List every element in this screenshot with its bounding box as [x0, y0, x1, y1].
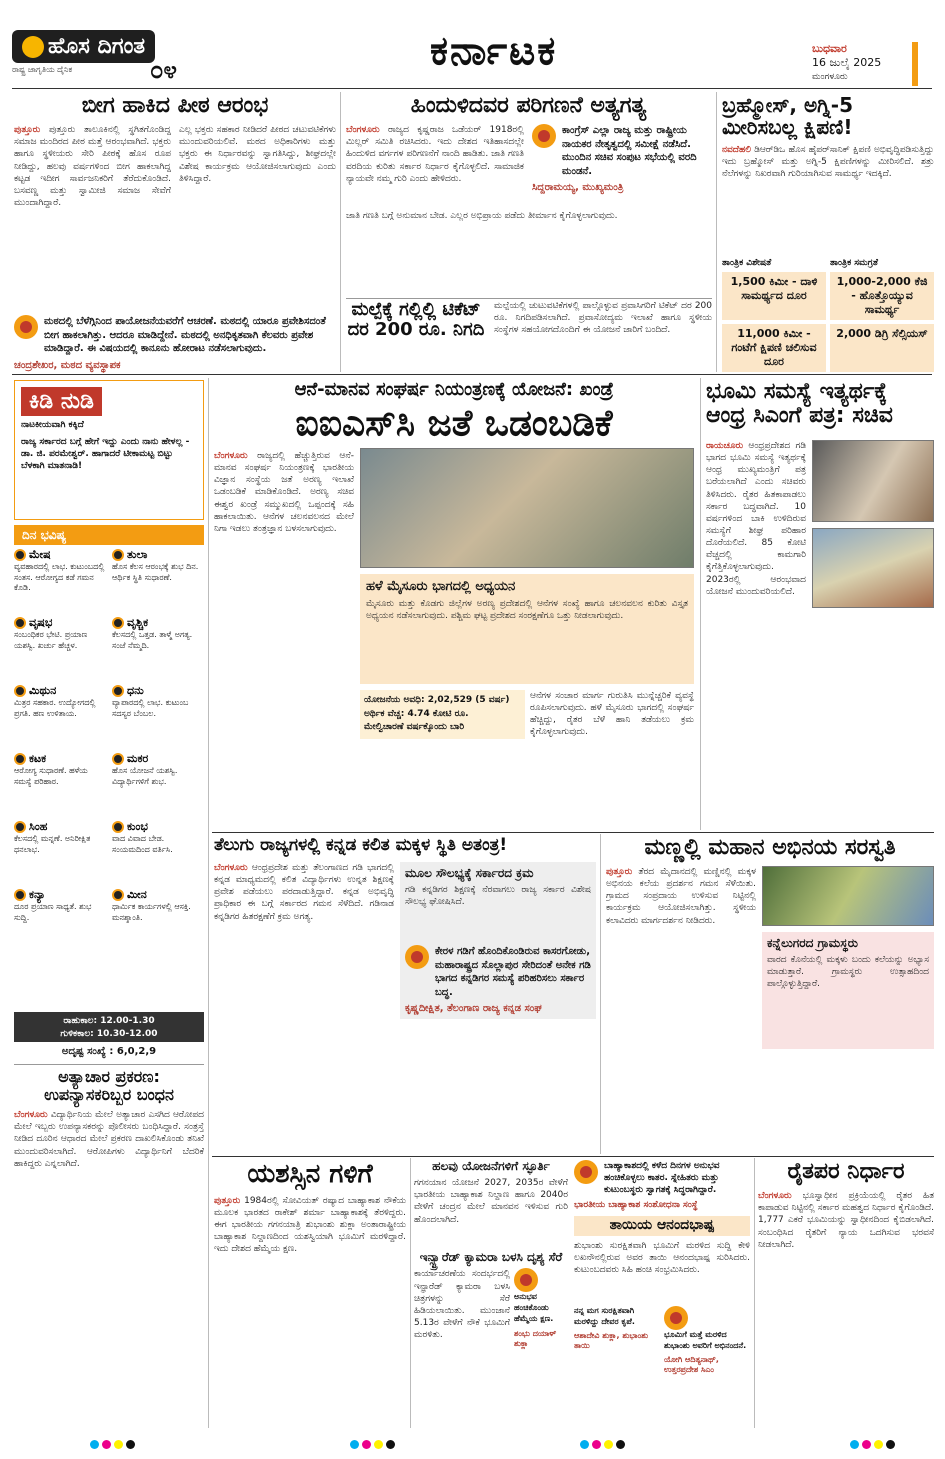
infobox-body: ಮೈಸೂರು ಮತ್ತು ಕೊಡಗು ಜಿಲ್ಲೆಗಳ ಅರಣ್ಯ ಪ್ರದೇಶದಲ್ಲಿ ಆನೆಗಳ ಸಂಖ್ಯೆ ಹಾಗೂ ಚಲನವಲನ ಕುರಿತು ವಿಸ್ತೃತ ಅಧ್ಯಯನ ನಡೆಸಲಾಗುವುದು. ಪಶ್ಚಿಮ ಘಟ್ಟ ಪ್ರದೇಶದ ಸಂರಕ್ಷಣೆಗೂ ಒತ್ತು ನೀಡಲಾಗುವುದು.: [366, 599, 688, 622]
dateline: ಬೆಂಗಳೂರು: [758, 1191, 792, 1202]
story-missions: [414, 1160, 568, 1418]
minister-photo: [812, 440, 934, 522]
headline: ಬೀಗ ಹಾಕಿದ ಪೀಠ ಆರಂಭ: [81, 93, 269, 118]
registration-dot: [374, 1440, 383, 1449]
kidi-nudi-box: [14, 380, 204, 520]
meeting-photo: [812, 528, 934, 608]
horoscope-sign: ಕುಂಭ ವಾದ ವಿವಾದ ಬೇಡ. ಸಂಯಮದಿಂದ ವರ್ತಿಸಿ.: [112, 820, 173, 854]
body: ಬೆಂಗಳೂರು ಭೂಸ್ವಾಧೀನ ಪ್ರಕ್ರಿಯೆಯಲ್ಲಿ ರೈತರ ಹಿತ ಕಾಪಾಡುವ ನಿಟ್ಟಿನಲ್ಲಿ ಸರ್ಕಾರ ಮಹತ್ವದ ನಿರ್ಧಾರ ಕೈಗೊಂಡಿದೆ. 1,777 ಎಕರೆ ಭೂಮಿಯನ್ನು ಸ್ವಾಧೀನದಿಂದ ಕೈಬಿಡಲಾಗಿದೆ. ಸಂಬಂಧಿಸಿದ ರೈತರಿಗೆ ನ್ಯಾಯ ಒದಗಿಸುವ ಭರವಸೆ ನೀಡಲಾಗಿದೆ.: [758, 1191, 934, 1250]
headline: ಹಿಂದುಳಿದವರ ಪರಿಗಣನೆ ಅತ್ಯಗತ್ಯ: [410, 93, 647, 118]
quote-text: ನನ್ನ ಮಗ ಸುರಕ್ಷಿತವಾಗಿ ಮರಳಿದ್ದು ದೇವರ ಕೃಪೆ.: [574, 1305, 635, 1326]
story-telugu: [214, 836, 596, 855]
headline: ತಾಯಿಯ ಆನಂದಭಾಷ್ಪ: [574, 1216, 750, 1235]
body-col-1: ಬೆಂಗಳೂರು ರಾಜ್ಯದ ಕೃಷ್ಣರಾಜ ಒಡೆಯರ್ 1918ರಲ್ಲಿ ಮಿಲ್ಲರ್ ಸಮಿತಿ ರಚಿಸಿದರು. ಇದು ದೇಶದ ಇತಿಹಾಸದಲ್ಲೇ ಹಿಂದುಳಿದ ವರ್ಗಗಳ ಪರಿಗಣನೆಗೆ ನಾಂದಿ ಹಾಡಿತು. ಜಾತಿ ಗಣತಿ ವರದಿಯ ಕುರಿತು ಸರ್ಕಾರ ನಿರ್ಧಾರ ಕೈಗೊಳ್ಳಲಿದೆ. ಸಾಮಾಜಿಕ ನ್ಯಾಯವೇ ನಮ್ಮ ಗುರಿ ಎಂದು ಹೇಳಿದರು.: [346, 125, 524, 184]
row-rule: [12, 374, 932, 375]
emblem-icon: [22, 36, 44, 58]
registration-dot: [126, 1440, 135, 1449]
quote-icon: [405, 945, 429, 969]
day-label: ಬುಧವಾರ: [812, 42, 847, 55]
pull-quote: [574, 1160, 750, 1196]
body: ಪುತ್ತೂರು 1984ರಲ್ಲಿ ಸೋವಿಯತ್ ರಷ್ಯಾದ ಬಾಹ್ಯಾಕಾಶ ನೌಕೆಯ ಮೂಲಕ ಭಾರತದ ರಾಕೇಶ್ ಶರ್ಮಾ ಬಾಹ್ಯಾಕಾಶಕ್ಕೆ ತೆರಳಿದ್ದರು. ಈಗ ಭಾರತೀಯ ಗಗನಯಾತ್ರಿ ಶುಭಾಂಶು ಶುಕ್ಲಾ ಅಂತಾರಾಷ್ಟ್ರೀಯ ಬಾಹ್ಯಾಕಾಶ ನಿಲ್ದಾಣದಿಂದ ಯಶಸ್ವಿಯಾಗಿ ಭೂಮಿಗೆ ಮರಳಿದ್ದಾರೆ. ಇದು ದೇಶದ ಹೆಮ್ಮೆಯ ಕ್ಷಣ.: [214, 1195, 406, 1255]
horoscope-sign: ಧನು ವ್ಯಾಪಾರದಲ್ಲಿ ಲಾಭ. ಕುಟುಂಬ ಸದಸ್ಯರ ಬೆಂಬಲ.: [112, 684, 189, 718]
row-rule: [212, 832, 934, 833]
horoscope-sign: ವೃಶ್ಚಿಕ ಕೆಲಸದಲ್ಲಿ ಒತ್ತಡ. ತಾಳ್ಮೆ ಅಗತ್ಯ. ಸಂಜೆ ನೆಮ್ಮದಿ.: [112, 616, 193, 650]
zodiac-icon: [112, 821, 124, 833]
divider: [700, 378, 701, 830]
clay-photo: [762, 866, 934, 926]
horoscope-sign: ತುಲಾ ಹೊಸ ಕೆಲಸ ಆರಂಭಕ್ಕೆ ಶುಭ ದಿನ. ಆರ್ಥಿಕ ಸ್ಥಿತಿ ಸುಧಾರಣೆ.: [112, 548, 199, 582]
horoscope-sign: ಕನ್ಯಾ ದೂರ ಪ್ರಯಾಣ ಸಾಧ್ಯತೆ. ಶುಭ ಸುದ್ದಿ.: [14, 888, 92, 922]
registration-dot: [102, 1440, 111, 1449]
story-success: [214, 1160, 406, 1435]
registration-dot: [386, 1440, 395, 1449]
elephant-infobox: [360, 574, 694, 684]
zodiac-icon: [14, 685, 26, 697]
mother-quote: [574, 1306, 660, 1376]
divider: [716, 92, 717, 372]
land-body: ರಾಯಚೂರು ಆಂಧ್ರಪ್ರದೇಶದ ಗಡಿ ಭಾಗದ ಭೂಮಿ ಸಮಸ್ಯೆ ಇತ್ಯರ್ಥಕ್ಕೆ ಆಂಧ್ರ ಮುಖ್ಯಮಂತ್ರಿಗೆ ಪತ್ರ ಬರೆಯಲಾಗಿದೆ ಎಂದು ಸಚಿವರು ತಿಳಿಸಿದರು. ರೈತರ ಹಿತಕಾಪಾಡಲು ಸರ್ಕಾರ ಬದ್ಧವಾಗಿದೆ. 10 ವರ್ಷಗಳಿಂದ ಬಾಕಿ ಉಳಿದಿರುವ ಸಮಸ್ಯೆಗೆ ಶೀಘ್ರ ಪರಿಹಾರ ದೊರೆಯಲಿದೆ. 85 ಕೋಟಿ ವೆಚ್ಚದಲ್ಲಿ ಕಾಮಗಾರಿ ಕೈಗೆತ್ತಿಕೊಳ್ಳಲಾಗುವುದು. 2023ರಲ್ಲಿ ಆರಂಭವಾದ ಯೋಜನೆ ಮುಂದುವರಿಯಲಿದೆ.: [706, 441, 806, 597]
quote-text: ಕಾಂಗ್ರೆಸ್ ಎಲ್ಲಾ ರಾಜ್ಯ ಮತ್ತು ರಾಷ್ಟ್ರೀಯ ನಾಯಕರ ನೇತೃತ್ವದಲ್ಲಿ ಸಮೀಕ್ಷೆ ನಡೆಸಿದೆ. ಮುಂದಿನ ಸಚಿವ ಸಂಪುಟ ಸಭೆಯಲ್ಲಿ ವರದಿ ಮಂಡನೆ.: [562, 125, 697, 177]
quote-attribution: ಚಂದ್ರಶೇಖರ, ಮಠದ ವ್ಯವಸ್ಥಾಪಕ: [14, 359, 121, 371]
quote-text: ಕೇರಳ ಗಡಿಗೆ ಹೊಂದಿಕೊಂಡಿರುವ ಕಾಸರಗೋಡು, ಮಹಾರಾಷ್ಟ್ರದ ಸೊಲ್ಲಾಪುರ ಸೇರಿದಂತೆ ಅನೇಕ ಗಡಿ ಭಾಗದ ಕನ್ನಡಿಗರ ಸಮಸ್ಯೆ ಪರಿಹರಿಸಲು ಸರ್ಕಾರ ಬದ್ಧ.: [435, 946, 591, 998]
infobox-body: ಗಡಿ ಕನ್ನಡಿಗರ ಶಿಕ್ಷಣಕ್ಕೆ ನೆರವಾಗಲು ರಾಜ್ಯ ಸರ್ಕಾರ ವಿಶೇಷ ಸೌಲಭ್ಯ ಘೋಷಿಸಿದೆ.: [405, 885, 591, 908]
pull-quote: [532, 124, 710, 204]
horoscope-sign: ಮೇಷ ವ್ಯವಹಾರದಲ್ಲಿ ಲಾಭ. ಕುಟುಂಬದಲ್ಲಿ ಸಂತಸ. ಆರೋಗ್ಯದ ಕಡೆ ಗಮನ ಕೊಡಿ.: [14, 548, 105, 593]
horoscope-sign: ವೃಷಭ ಸಂಬಂಧಿಕರ ಭೇಟಿ. ಪ್ರಯಾಣ ಯಶಸ್ವಿ. ಖರ್ಚು ಹೆಚ್ಚಳ.: [14, 616, 88, 650]
pull-quote: [514, 1268, 568, 1418]
stat-speed: 11,000 ಕಿಮೀ - ಗಂಟೆಗೆ ಕ್ಷಿಪಣಿ ಚಲಿಸುವ ದೂರ: [722, 324, 826, 372]
quote-attribution: ಭಾರತೀಯ ಬಾಹ್ಯಾಕಾಶ ಸಂಶೋಧನಾ ಸಂಸ್ಥೆ: [574, 1200, 698, 1211]
headline: ಮಲ್ಪೆಕ್ಕೆ ಗಲ್ಲಿಲ್ಲಿ ಟಿಕೆಟ್ ದರ 200 ರೂ. ನಿಗದಿ: [347, 299, 485, 340]
registration-dot: [616, 1440, 625, 1449]
story-mother: [574, 1160, 750, 1375]
divider: [410, 1158, 411, 1428]
registration-dot: [886, 1440, 895, 1449]
body-continued: ಜಾತಿ ಗಣತಿ ಬಗ್ಗೆ ಅನುಮಾನ ಬೇಡ. ಎಲ್ಲರ ಅಭಿಪ್ರಾಯ ಪಡೆದು ತೀರ್ಮಾನ ಕೈಗೊಳ್ಳಲಾಗುವುದು.: [346, 211, 618, 222]
headline: ಬ್ರಹ್ಮೋಸ್, ಅಗ್ನಿ-5 ಮೀರಿಸಬಲ್ಲ ಕ್ಷಿಪಣಿ!: [722, 93, 854, 139]
mou-signing-photo: [360, 448, 694, 568]
dateline: ಬೆಂಗಳೂರು: [14, 1110, 48, 1121]
dateline: ಬೆಂಗಳೂರು: [214, 451, 248, 461]
body-col-1: ಪುತ್ತೂರು ಪುತ್ತೂರು ತಾಲೂಕಿನಲ್ಲಿ ಸ್ಥಗಿತಗೊಂಡಿದ್ದ ಸಮಾಜ ಮಂದಿರದ ಪೀಠ ಮತ್ತೆ ಆರಂಭವಾಗಿದೆ. ಭಕ್ತರು ಹಾಗೂ ಸ್ಥಳೀಯರು ಸೇರಿ ಪೀಠಕ್ಕೆ ಹೊಸ ರೂಪ ನೀಡಿದ್ದು, ಹಲವು ವರ್ಷಗಳಿಂದ ಬೀಗ ಹಾಕಲಾಗಿದ್ದ ಕಟ್ಟಡ ಇದೀಗ ಸಾರ್ವಜನಿಕರಿಗೆ ತೆರೆದುಕೊಂಡಿದೆ. ಬಸವಣ್ಣ ಮತ್ತು ಸ್ವಾಮೀಜಿ ಸಮಾಜ ಸೇವೆಗೆ ಮುಂದಾಗಿದ್ದಾರೆ.: [14, 125, 171, 209]
quote-attribution: ಸಿದ್ದರಾಮಯ್ಯ, ಮುಖ್ಯಮಂತ್ರಿ: [532, 182, 624, 194]
stats-header: ತಾಂತ್ರಿಕ ವಿಶೇಷತೆ ತಾಂತ್ರಿಕ ಸಮಗ್ರತೆ: [722, 258, 878, 268]
dateline: ಬೆಂಗಳೂರು: [346, 125, 380, 136]
telugu-infobox: [400, 862, 596, 945]
stat-temperature: 2,000 ಡಿಗ್ರಿ ಸೆಲ್ಸಿಯಸ್: [830, 324, 934, 372]
zodiac-icon: [14, 549, 26, 561]
quote-attribution: ಯೋಗಿ ಆದಿತ್ಯನಾಥ್, ಉತ್ತರಪ್ರದೇಶ ಸಿಎಂ: [664, 1355, 719, 1375]
horoscope-grid: [14, 548, 204, 952]
clay-body: ಪುತ್ತೂರು ತೆರದ ಮೈದಾನದಲ್ಲಿ ಮಣ್ಣಿನಲ್ಲಿ ಮಕ್ಕಳ ಅಭಿನಯ ಕಲೆಯ ಪ್ರದರ್ಶನ ಗಮನ ಸೆಳೆಯಿತು. ಗ್ರಾಮದ ಸಂಪ್ರದಾಯ ಉಳಿಸುವ ನಿಟ್ಟಿನಲ್ಲಿ ಕಾರ್ಯಕ್ರಮ ಆಯೋಜಿಸಲಾಗಿತ್ತು. ಸ್ಥಳೀಯ ಕಲಾವಿದರು ಮಾರ್ಗದರ್ಶನ ನೀಡಿದರು.: [606, 867, 756, 926]
headline: ಐಐಎಸ್‌ಸಿ ಜತೆ ಒಡಂಬಡಿಕೆ: [295, 402, 613, 444]
story-elephant: [214, 380, 694, 443]
story-farmer: [758, 1160, 934, 1420]
quote-icon: [532, 124, 556, 148]
section-title: ಕರ್ನಾಟಕ: [430, 28, 558, 74]
registration-dot: [862, 1440, 871, 1449]
story-land: [706, 380, 934, 428]
quote-text: ಮಠದಲ್ಲಿ ಬೆಳೆಗ್ಗಿನಿಂದ ಪಾಯೋಜನೆಯವರೆಗೆ ಆಚರಣೆ. ಮಠದಲ್ಲಿ ಯಾರೂ ಪ್ರವೇಶಿಸದಂತೆ ಬೀಗ ಹಾಕಲಾಗಿತ್ತು. ಆದರೂ ಮಾಡಿದ್ದೇನೆ. ಮಠದಲ್ಲಿ ಅನಧಿಕೃತವಾಗಿ ಕೆಲವರು ಪ್ರವೇಶ ಮಾಡಿದ್ದಾರೆ. ಈ ವಿಷಯದಲ್ಲಿ ಕಾನೂನು ಹೋರಾಟ ನಡೆಸಲಾಗುವುದು.: [44, 316, 326, 355]
zodiac-icon: [14, 821, 26, 833]
zodiac-icon: [14, 889, 26, 901]
kidi-subtitle: ನಾಟಕೀಯವಾಗಿ ಕಕ್ಕಿದೆ: [21, 420, 84, 430]
infobox-title: ಮೂಲ ಸೌಲಭ್ಯಕ್ಕೆ ಸರ್ಕಾರದ ಕ್ರಮ: [405, 866, 534, 880]
page-number: ೦೪: [150, 56, 177, 84]
newspaper-logo: ಹೊಸ ದಿಗಂತ: [12, 30, 155, 63]
registration-dot: [592, 1440, 601, 1449]
zodiac-icon: [112, 889, 124, 901]
masthead-rule: [12, 88, 932, 89]
headline: ಭೂಮಿ ಸಮಸ್ಯೆ ಇತ್ಯರ್ಥಕ್ಕೆ ಆಂಧ್ರ ಸಿಎಂಗೆ ಪತ್ರ: ಸಚಿವ: [706, 379, 893, 429]
headline: ಅತ್ಯಾಚಾರ ಪ್ರಕರಣ: ಉಪನ್ಯಾಸಕರಿಬ್ಬರ ಬಂಧನ: [44, 1067, 174, 1104]
horoscope-sign: ಮಕರ ಹೊಸ ಯೋಜನೆ ಯಶಸ್ವಿ. ವಿದ್ಯಾರ್ಥಿಗಳಿಗೆ ಶುಭ.: [112, 752, 178, 786]
clay-infobox: [762, 932, 934, 1049]
zodiac-icon: [112, 617, 124, 629]
elephant-body-col-1: ಬೆಂಗಳೂರು ರಾಜ್ಯದಲ್ಲಿ ಹೆಚ್ಚುತ್ತಿರುವ ಆನೆ-ಮಾನವ ಸಂಘರ್ಷ ನಿಯಂತ್ರಣಕ್ಕೆ ಭಾರತೀಯ ವಿಜ್ಞಾನ ಸಂಸ್ಥೆಯ ಜತೆ ಅರಣ್ಯ ಇಲಾಖೆ ಒಡಂಬಡಿಕೆ ಮಾಡಿಕೊಂಡಿದೆ. ಅರಣ್ಯ ಸಚಿವ ಈಶ್ವರ ಖಂಡ್ರೆ ಸಮ್ಮುಖದಲ್ಲಿ ಒಪ್ಪಂದಕ್ಕೆ ಸಹಿ ಹಾಕಲಾಯಿತು. ಆನೆಗಳ ಚಲನವಲನದ ಮೇಲೆ ನಿಗಾ ಇಡಲು ತಂತ್ರಜ್ಞಾನ ಬಳಸಲಾಗುವುದು.: [214, 451, 354, 534]
dateline: ಪುತ್ತೂರು: [14, 125, 41, 136]
elephant-body-col-2: ಆನೆಗಳ ಸಂಚಾರ ಮಾರ್ಗ ಗುರುತಿಸಿ ಮುನ್ನೆಚ್ಚರಿಕೆ ವ್ಯವಸ್ಥೆ ರೂಪಿಸಲಾಗುವುದು. ಹಳೆ ಮೈಸೂರು ಭಾಗದಲ್ಲಿ ಸಂಘರ್ಷ ಹೆಚ್ಚಿದ್ದು, ರೈತರ ಬೆಳೆ ಹಾನಿ ತಡೆಯಲು ಕ್ರಮ ಕೈಗೊಳ್ಳಲಾಗುವುದು.: [530, 691, 694, 738]
registration-dot: [114, 1440, 123, 1449]
story-peetha: [14, 94, 336, 371]
zodiac-icon: [14, 753, 26, 765]
kicker: ಆನೆ-ಮಾನವ ಸಂಘರ್ಷ ನಿಯಂತ್ರಣಕ್ಕೆ ಯೋಜನೆ: ಖಂಡ್ರೆ: [294, 379, 614, 400]
divider: [340, 92, 341, 372]
divider: [754, 1158, 755, 1428]
quote-attribution: ಆಶಾದೇವಿ ಶುಕ್ಲಾ, ಶುಭಾಂಶು ತಾಯಿ: [574, 1331, 649, 1351]
lucky-numbers: ಅದೃಷ್ಟ ಸಂಖ್ಯೆ : 6,0,2,9: [61, 1046, 157, 1057]
quote-attribution: ಕೃಷ್ಣದೀಕ್ಷಿತ, ತೆಲಂಗಾಣ ರಾಜ್ಯ ಕನ್ನಡ ಸಂಘ: [405, 1003, 542, 1014]
headline: ತೆಲುಗು ರಾಜ್ಯಗಳಲ್ಲಿ ಕನ್ನಡ ಕಲಿತ ಮಕ್ಕಳ ಸ್ಥಿತಿ ಅತಂತ್ರ!: [214, 835, 508, 855]
logo-tagline: ರಾಷ್ಟ್ರ ಜಾಗೃತಿಯ ದೈನಿಕ: [12, 65, 73, 74]
registration-dot: [604, 1440, 613, 1449]
dateline: ಪುತ್ತೂರು: [214, 1195, 241, 1206]
zodiac-icon: [112, 685, 124, 697]
horoscope-header: ದಿನ ಭವಿಷ್ಯ: [14, 525, 204, 545]
body: ಗಗನಯಾನ ಯೋಜನೆ 2027, 2035ರ ವೇಳೆಗೆ ಭಾರತೀಯ ಬಾಹ್ಯಾಕಾಶ ನಿಲ್ದಾಣ ಹಾಗೂ 2040ರ ವೇಳೆಗೆ ಚಂದ್ರನ ಮೇಲೆ ಮಾನವನ ಇಳಿಸುವ ಗುರಿ ಹೊಂದಲಾಗಿದೆ.: [414, 1178, 568, 1225]
dateline: ರಾಯಚೂರು: [706, 441, 744, 451]
elephant-cost-box: ಯೋಜನೆಯ ಅವಧಿ: 2,02,529 (5 ವರ್ಷ) ಅರ್ಥಿಕ ವೆಚ್ಚ: 4.74 ಕೋಟಿ ರೂ. ಮೇಲ್ವಿಚಾರಣೆ ವರ್ಷಕ್ಕೊಂದು ಬಾರಿ: [360, 690, 525, 739]
masthead-logo: [12, 30, 262, 80]
body: ಬೆಂಗಳೂರು ವಿದ್ಯಾರ್ಥಿನಿಯ ಮೇಲೆ ಅತ್ಯಾಚಾರ ಎಸಗಿದ ಆರೋಪದ ಮೇಲೆ ಇಬ್ಬರು ಉಪನ್ಯಾಸಕರನ್ನು ಪೊಲೀಸರು ಬಂಧಿಸಿದ್ದಾರೆ. ಸಂತ್ರಸ್ತೆ ನೀಡಿದ ದೂರಿನ ಆಧಾರದ ಮೇಲೆ ಪ್ರಕರಣ ದಾಖಲಿಸಿಕೊಂಡು ತನಿಖೆ ಮುಂದುವರಿಸಲಾಗಿದೆ. ಆರೋಪಿಗಳು ವಿದ್ಯಾರ್ಥಿನಿಗೆ ಬೆದರಿಕೆ ಹಾಕಿದ್ದರು ಎನ್ನಲಾಗಿದೆ.: [14, 1110, 204, 1169]
zodiac-icon: [112, 549, 124, 561]
body-col-2: ಎಲ್ಲ ಭಕ್ತರು ಸಹಕಾರ ನೀಡಿದರೆ ಪೀಠದ ಚಟುವಟಿಕೆಗಳು ಮುಂದುವರಿಯಲಿವೆ. ಮಠದ ಅಧಿಕಾರಿಗಳು ಮತ್ತು ಭಕ್ತರು ಈ ನಿರ್ಧಾರವನ್ನು ಸ್ವಾಗತಿಸಿದ್ದು, ಶೀಘ್ರದಲ್ಲೇ ವಿಶೇಷ ಕಾರ್ಯಕ್ರಮ ಆಯೋಜಿಸಲಾಗುವುದು ಎಂದು ತಿಳಿಸಿದ್ದಾರೆ.: [179, 125, 336, 184]
quote-text: ಬಾಹ್ಯಾಕಾಶದಲ್ಲಿ ಕಳೆದ ದಿನಗಳ ಅನುಭವ ಹಂಚಿಕೊಳ್ಳಲು ಕಾತರ. ಸ್ನೇಹಿತರು ಮತ್ತು ಕುಟುಂಬಸ್ಥರು ಸ್ವಾಗತಕ್ಕೆ ಸಿದ್ಧರಾಗಿದ್ದಾರೆ.: [604, 1161, 720, 1196]
headline: ಹಲವು ಯೋಜನೆಗಳಿಗೆ ಸ್ಫೂರ್ತಿ: [432, 1159, 550, 1173]
zodiac-icon: [112, 753, 124, 765]
body: ನವದೆಹಲಿ ಡಿಆರ್‌ಡಿಒ ಹೊಸ ಹೈಪರ್‌ಸಾನಿಕ್ ಕ್ಷಿಪಣಿ ಅಭಿವೃದ್ಧಿಪಡಿಸುತ್ತಿದ್ದು ಇದು ಬ್ರಹ್ಮೋಸ್ ಮತ್ತು ಅಗ್ನಿ-5 ಕ್ಷಿಪಣಿಗಳನ್ನು ಮೀರಿಸಲಿದೆ. ಶತ್ರು ನೆಲೆಗಳನ್ನು ನಿಖರವಾಗಿ ಗುರಿಯಾಗಿಸುವ ಸಾಮರ್ಥ್ಯ ಇದಕ್ಕಿದೆ.: [722, 145, 934, 180]
kidi-title: ಕಿಡಿ ನುಡಿ: [21, 387, 102, 416]
registration-dot: [874, 1440, 883, 1449]
divider: [600, 834, 601, 1154]
registration-dot: [90, 1440, 99, 1449]
story-brahmos: [722, 94, 934, 372]
registration-dot: [362, 1440, 371, 1449]
date-label: 16 ಜುಲೈ 2025: [812, 56, 882, 69]
sub-headline: ಇನ್ಸ್ಟ್ರಾರೆಡ್ ಕ್ಯಾಮರಾ ಬಳಸಿ ದೃಶ್ಯ ಸೆರೆ: [419, 1250, 563, 1265]
headline: ರೈತಪರ ನಿರ್ಧಾರ: [787, 1159, 905, 1184]
sub-body: ಕಾರ್ಯಾಚರಣೆಯ ಸಂದರ್ಭದಲ್ಲಿ ಇನ್ಫ್ರಾರೆಡ್ ಕ್ಯಾಮರಾ ಬಳಸಿ ಚಿತ್ರಗಳನ್ನು ಸೆರೆ ಹಿಡಿಯಲಾಯಿತು. ಮುಂಜಾನೆ 5.13ರ ವೇಳೆಗೆ ನೌಕೆ ಭೂಮಿಗೆ ಮರಳಿತು.: [414, 1269, 510, 1341]
date-block: [812, 42, 881, 82]
rahukala-box: ರಾಹುಕಾಲ: 12.00-1.30 ಗುಳಿಕಕಾಲ: 10.30-12.00: [14, 1012, 204, 1042]
story-malpe: [346, 300, 712, 372]
registration-dot: [350, 1440, 359, 1449]
quote-icon: [514, 1268, 538, 1292]
stats-grid: [722, 272, 934, 372]
headline: ಮಣ್ಣಲ್ಲಿ ಮಹಾನ ಅಭಿನಯ ಸರಸ್ವತಿ: [644, 835, 896, 860]
divider: [208, 378, 209, 1428]
quote-icon: [14, 315, 38, 339]
stat-payload: 1,000-2,000 ಕೆಜಿ - ಹೊತ್ತೊಯ್ಯುವ ಸಾಮರ್ಥ್ಯ: [830, 272, 934, 320]
quote-text: ಭೂಮಿಗೆ ಮತ್ತೆ ಮರಳಿದ ಶುಭಾಂಶು ಅವರಿಗೆ ಅಭಿನಂದನೆ.: [664, 1329, 747, 1350]
city-label: ಮಂಗಳೂರು: [812, 72, 848, 82]
dateline: ಪುತ್ತೂರು: [606, 867, 633, 877]
divider: [14, 1064, 204, 1065]
zodiac-icon: [14, 617, 26, 629]
story-census: [346, 94, 711, 280]
horoscope-sign: ಸಿಂಹ ಕೆಲಸದಲ್ಲಿ ಮನ್ನಣೆ. ಅನಿರೀಕ್ಷಿತ ಧನಲಾಭ.: [14, 820, 91, 854]
dateline: ಬೆಂಗಳೂರು: [214, 863, 248, 873]
quote-icon: [664, 1306, 688, 1330]
story-atrocity: [14, 1068, 204, 1449]
headline: ಯಶಸ್ಸಿನ ಗಳಿಗೆ: [247, 1159, 373, 1189]
telugu-body: ಬೆಂಗಳೂರು ಆಂಧ್ರಪ್ರದೇಶ ಮತ್ತು ತೆಲಂಗಾಣದ ಗಡಿ ಭಾಗದಲ್ಲಿ ಕನ್ನಡ ಮಾಧ್ಯಮದಲ್ಲಿ ಕಲಿತ ವಿದ್ಯಾರ್ಥಿಗಳು ಉನ್ನತ ಶಿಕ್ಷಣಕ್ಕೆ ಪ್ರವೇಶ ಪಡೆಯಲು ಪರದಾಡುತ್ತಿದ್ದಾರೆ. ಕನ್ನಡ ಅಭಿವೃದ್ಧಿ ಪ್ರಾಧಿಕಾರ ಈ ಬಗ್ಗೆ ಸರ್ಕಾರದ ಗಮನ ಸೆಳೆದಿದೆ. ಗಡಿನಾಡ ಕನ್ನಡಿಗರ ಹಿತರಕ್ಷಣೆಗೆ ಕ್ರಮ ಅಗತ್ಯ.: [214, 863, 394, 922]
stat-range: 1,500 ಕಿಮೀ - ದಾಳಿ ಸಾಮರ್ಥ್ಯದ ದೂರ: [722, 272, 826, 320]
horoscope-sign: ಮೀನ ಧಾರ್ಮಿಕ ಕಾರ್ಯಗಳಲ್ಲಿ ಆಸಕ್ತಿ. ಮನಶ್ಶಾಂತಿ.: [112, 888, 191, 922]
quote-text: ಅನುಭವ ಹಂಚಿಕೊಂಡು ಹೆಮ್ಮೆಯ ಕ್ಷಣ.: [514, 1292, 554, 1323]
story-clay: [606, 836, 934, 860]
horoscope-sign: ಮಿಥುನ ಮಿತ್ರರ ಸಹಕಾರ. ಉದ್ಯೋಗದಲ್ಲಿ ಪ್ರಗತಿ. ಹಣ ಉಳಿತಾಯ.: [14, 684, 96, 718]
pull-quote: [14, 315, 336, 356]
body: ಶುಭಾಂಶು ಸುರಕ್ಷಿತವಾಗಿ ಭೂಮಿಗೆ ಮರಳಿದ ಸುದ್ದಿ ಕೇಳಿ ಲಖನೌನಲ್ಲಿರುವ ಅವರ ತಾಯಿ ಆನಂದಭಾಷ್ಪ ಸುರಿಸಿದರು. ಕುಟುಂಬದವರು ಸಿಹಿ ಹಂಚಿ ಸಂಭ್ರಮಿಸಿದರು.: [574, 1240, 750, 1276]
kidi-body: ರಾಜ್ಯ ಸರ್ಕಾರದ ಬಗ್ಗೆ ಹೇಗೆ ಇದ್ದು ಎಂದು ನಾನು ಹೇಳಲ್ಲ - ಡಾ. ಜಿ. ಪರಮೇಶ್ವರ್. ಹಾಗಾದರೆ ಟೀಕಾಮಟ್ಟ ಬಿಟ್ಟು ಬೆಳಕಾಗಿ ಮಾತನಾಡಿ!: [21, 437, 190, 472]
horoscope-sign: ಕಟಕ ಆರೋಗ್ಯ ಸುಧಾರಣೆ. ಹಳೆಯ ಸಮಸ್ಯೆ ಪರಿಹಾರ.: [14, 752, 88, 786]
registration-dot: [850, 1440, 859, 1449]
infobox-title: ಕನ್ನೆಲುಗರದ ಗ್ರಾಮಸ್ಥರು: [767, 936, 858, 950]
telugu-quote: [400, 940, 596, 1019]
quote-attribution: ಶಂಭು ದಯಾಳ್ ಶುಕ್ಲಾ: [514, 1328, 557, 1348]
cm-quote: [664, 1306, 750, 1376]
orange-accent-bar: [912, 42, 918, 86]
body: ಮಲ್ಪೆಯಲ್ಲಿ ಚುಟುವಟಿಕೆಗಳಲ್ಲಿ ಪಾಲ್ಗೊಳ್ಳುವ ಪ್ರವಾಸಿಗರಿಗೆ ಟಿಕೆಟ್ ದರ 200 ರೂ. ನಿಗದಿಪಡಿಸಲಾಗಿದೆ. ಪ್ರವಾಸೋದ್ಯಮ ಇಲಾಖೆ ಹಾಗೂ ಸ್ಥಳೀಯ ಸಂಸ್ಥೆಗಳ ಸಹಯೋಗದೊಂದಿಗೆ ಈ ಯೋಜನೆ ಜಾರಿಗೆ ಬಂದಿದೆ.: [494, 301, 712, 336]
infobox-body: ವಾರದ ಕೊನೆಯಲ್ಲಿ ಮಕ್ಕಳು ಬಂದು ಕಲೆಯನ್ನು ಅಭ್ಯಾಸ ಮಾಡುತ್ತಾರೆ. ಗ್ರಾಮಸ್ಥರು ಉತ್ಸಾಹದಿಂದ ಪಾಲ್ಗೊಳ್ಳುತ್ತಿದ್ದಾರೆ.: [767, 955, 929, 990]
dateline: ನವದೆಹಲಿ: [722, 145, 751, 155]
row-rule: [212, 1156, 934, 1157]
quote-icon: [574, 1160, 598, 1184]
infobox-title: ಹಳೆ ಮೈಸೂರು ಭಾಗದಲ್ಲಿ ಅಧ್ಯಯನ: [366, 579, 516, 594]
registration-dot: [580, 1440, 589, 1449]
